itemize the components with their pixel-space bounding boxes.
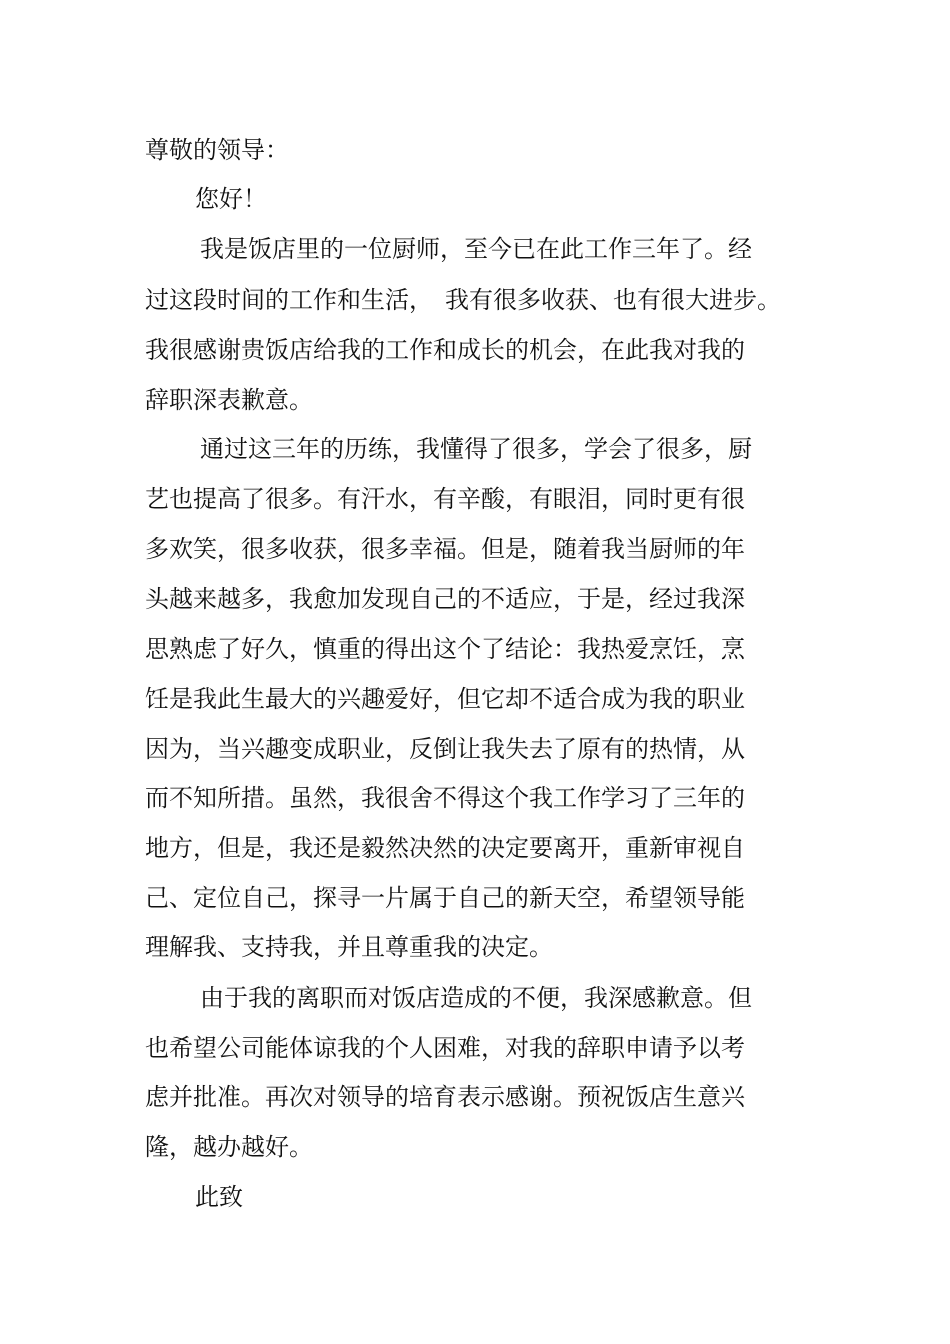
paragraph-line: 饪是我此生最大的兴趣爱好，但它却不适合成为我的职业 <box>145 685 745 713</box>
paragraph-line: 而不知所措。虽然，我很舍不得这个我工作学习了三年的 <box>145 784 745 812</box>
paragraph-line: 虑并批准。再次对领导的培育表示感谢。预祝饭店生意兴 <box>145 1083 745 1111</box>
paragraph-line: 地方，但是，我还是毅然决然的决定要离开，重新审视自 <box>145 834 745 862</box>
closing: 此致 <box>195 1183 243 1211</box>
paragraph-line: 头越来越多，我愈加发现自己的不适应，于是，经过我深 <box>145 585 745 613</box>
paragraph-line: 过这段时间的工作和生活， 我有很多收获、也有很大进步。 <box>145 286 781 314</box>
paragraph-line: 思熟虑了好久，慎重的得出这个了结论：我热爱烹饪，烹 <box>145 635 745 663</box>
paragraph-line: 我很感谢贵饭店给我的工作和成长的机会，在此我对我的 <box>145 336 745 364</box>
paragraph-line: 也希望公司能体谅我的个人困难，对我的辞职申请予以考 <box>145 1034 745 1062</box>
paragraph-line: 理解我、支持我，并且尊重我的决定。 <box>145 933 553 961</box>
paragraph-line: 通过这三年的历练，我懂得了很多，学会了很多，厨 <box>200 435 752 463</box>
paragraph-line: 因为，当兴趣变成职业，反倒让我失去了原有的热情，从 <box>145 735 745 763</box>
paragraph-line: 由于我的离职而对饭店造成的不便，我深感歉意。但 <box>200 984 752 1012</box>
paragraph-line: 隆，越办越好。 <box>145 1133 313 1161</box>
paragraph-line: 己、定位自己，探寻一片属于自己的新天空，希望领导能 <box>145 884 745 912</box>
greeting: 您好！ <box>195 185 267 213</box>
paragraph-line: 辞职深表歉意。 <box>145 386 313 414</box>
paragraph-line: 多欢笑，很多收获，很多幸福。但是，随着我当厨师的年 <box>145 535 745 563</box>
paragraph-line: 艺也提高了很多。有汗水，有辛酸，有眼泪，同时更有很 <box>145 485 745 513</box>
salutation: 尊敬的领导： <box>145 136 289 164</box>
paragraph-line: 我是饭店里的一位厨师，至今已在此工作三年了。经 <box>200 235 752 263</box>
